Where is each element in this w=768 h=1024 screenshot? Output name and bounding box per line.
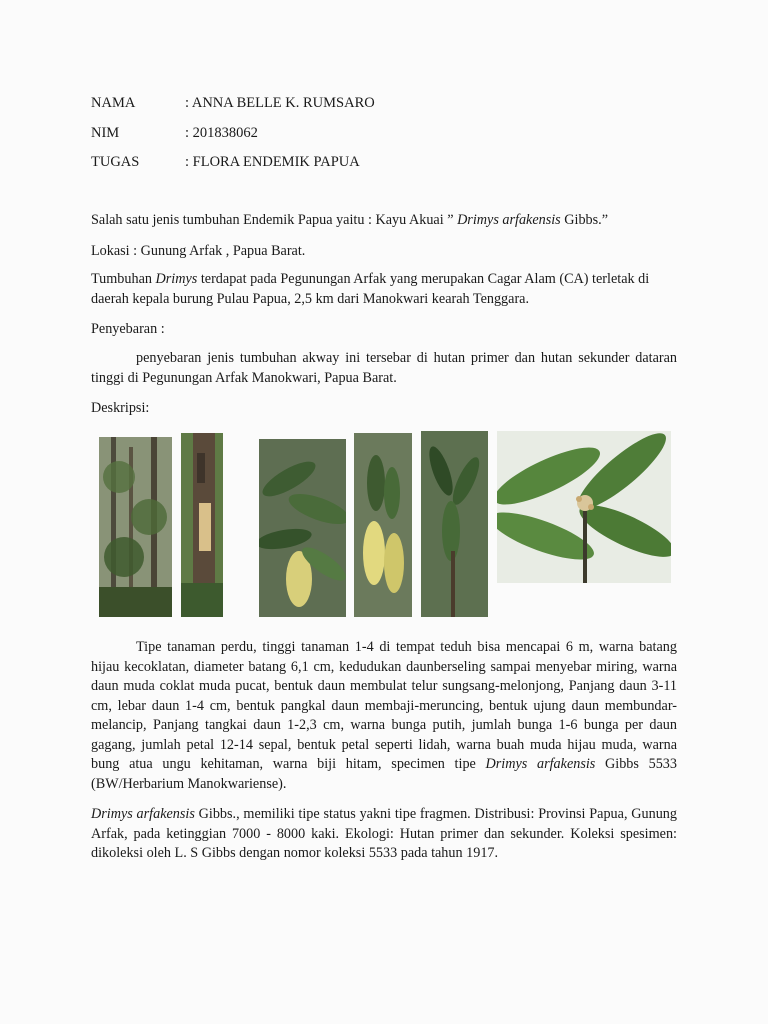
plant-photo-strip [99,431,673,622]
shrub-photo [421,431,488,617]
penyebaran-heading: Penyebaran : [91,321,165,337]
deskripsi-text-end: Gibbs 5533 (BW/Herbarium Manokwariense). [91,756,677,792]
genus-name: Drimys [155,271,198,287]
header-value: : ANNA BELLE K. RUMSARO [185,95,375,111]
header-key: NIM [91,125,120,141]
leaves-photo [259,439,346,617]
intro-paragraph [91,211,677,231]
species-name: Drimys arfakensis [457,212,561,228]
deskripsi-paragraph [91,638,677,794]
intro-text-end: Gibbs.” [560,212,609,228]
young-leaves-photo [354,433,412,617]
species-name: Drimys arfakensis [91,806,195,822]
header-value: : 201838062 [185,125,258,141]
forest-photo [99,437,172,617]
status-paragraph [91,805,677,864]
lokasi-paragraph: Lokasi : Gunung Arfak , Papua Barat. [91,243,306,259]
trunk-photo [181,433,223,617]
species-name: Drimys arfakensis [485,756,596,772]
deskripsi-text: Tipe tanaman perdu, tinggi tanaman 1-4 di tempat teduh bisa mencapai 6 m, warna batang hijau kecoklatan, diameter batang 6,1 cm, kedudukan daunberseling sampai menyebar miring, warna daun muda coklat muda pucat, bentuk daun membulat telur sungsang-melonjong, Panjang daun 3-11 cm, lebar daun 1-4 cm, bentuk pangkal daun membaji-meruncing, bentuk ujung daun membundar-melancip, Panjang tangkai daun 1-2,3 cm, warna bunga putih, jumlah bunga 1-6 bunga per daun gagang, jumlah petal 12-14 sepal, bentuk petal seperti lidah, warna buah muda hijau muda, warna bung atua ungu kehitaman, warna biji hitam, specimen tipe [91,639,677,772]
intro-text: Salah satu jenis tumbuhan Endemik Papua yaitu : Kayu Akuai ” [91,212,458,228]
header-value: : FLORA ENDEMIK PAPUA [185,154,360,170]
tumbuhan-paragraph [91,270,677,309]
leaf-closeup-photo [497,431,671,583]
penyebaran-paragraph: penyebaran jenis tumbuhan akway ini tersebar di hutan primer dan hutan sekunder dataran tinggi di Pegunungan Arfak Manokwari, Papua Barat. [91,350,677,386]
status-text: Gibbs., memiliki tipe status yakni tipe fragmen. Distribusi: Provinsi Papua, Gunung Arfak, pada ketinggian 7000 - 8000 kaki. Ekologi: Hutan primer dan sekunder. Koleksi spesimen: dikoleksi oleh L. S Gibbs dengan nomor koleksi 5533 pada tahun 1917. [91,806,677,861]
tumbuhan-text-end: terdapat pada Pegunungan Arfak yang merupakan Cagar Alam (CA) terletak di daerah kepala burung Pulau Papua, 2,5 km dari Manokwari kearah Tenggara. [91,271,650,307]
header-key: TUGAS [91,154,140,170]
tumbuhan-text: Tumbuhan [91,271,156,287]
deskripsi-heading: Deskripsi: [91,400,150,416]
header-key: NAMA [91,95,136,111]
